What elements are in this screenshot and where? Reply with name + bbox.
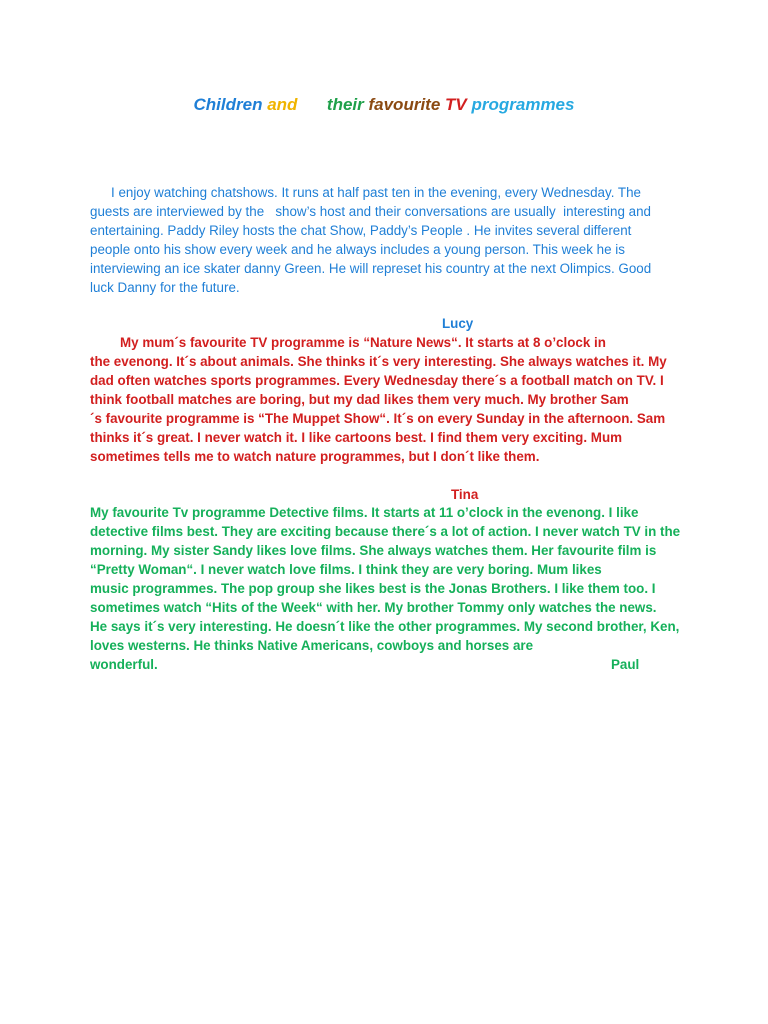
paragraph-line: detective films best. They are exciting because there´s a lot of action. I never watch TV in the	[90, 524, 681, 539]
paragraph-line: guests are interviewed by the show’s host and their conversations are usually interesting and	[90, 204, 651, 219]
paragraph-lucy	[90, 183, 672, 297]
paragraph-line: My favourite Tv programme Detective films. It starts at 11 o’clock in the evenong. I like	[90, 505, 639, 520]
signature-paul: Paul	[611, 657, 640, 672]
paragraph-line: loves westerns. He thinks Native Americans, cowboys and horses are	[90, 638, 534, 653]
title-word-children: Children	[193, 95, 263, 114]
paragraph-line: My mum´s favourite TV programme is “Nature News“. It starts at 8 o’clock in	[120, 335, 606, 350]
document-title	[0, 94, 768, 116]
paragraph-line: music programmes. The pop group she likes best is the Jonas Brothers. I like them too. I	[90, 581, 656, 596]
paragraph-line: the evenong. It´s about animals. She thinks it´s very interesting. She always watches it. My	[90, 354, 667, 369]
signature-lucy: Lucy	[442, 316, 474, 331]
paragraph-line: sometimes tells me to watch nature programmes, but I don´t like them.	[90, 449, 540, 464]
paragraph-line: entertaining. Paddy Riley hosts the chat Show, Paddy’s People . He invites several different	[90, 223, 632, 238]
paragraph-line: think football matches are boring, but my dad likes them very much. My brother Sam	[90, 392, 629, 407]
paragraph-line: interviewing an ice skater danny Green. He will represet his country at the next Olimpics. Good	[90, 261, 652, 276]
paragraph-line: thinks it´s great. I never watch it. I like cartoons best. I find them very exciting. Mum	[90, 430, 623, 445]
title-word-favourite: favourite	[368, 95, 441, 114]
paragraph-line: dad often watches sports programmes. Every Wednesday there´s a football match on TV. I	[90, 373, 664, 388]
paragraph-tina	[90, 333, 672, 466]
title-word-and: and	[267, 95, 298, 114]
paragraph-line: I enjoy watching chatshows. It runs at half past ten in the evening, every Wednesday. The	[111, 185, 641, 200]
paragraph-line: wonderful.	[90, 657, 158, 672]
paragraph-line: sometimes watch “Hits of the Week“ with her. My brother Tommy only watches the news.	[90, 600, 657, 615]
paragraph-line: He says it´s very interesting. He doesn´t like the other programmes. My second brother, Ken,	[90, 619, 680, 634]
paragraph-line: people onto his show every week and he always includes a young person. This week he is	[90, 242, 625, 257]
signature-tina: Tina	[451, 487, 479, 502]
paragraph-line: ´s favourite programme is “The Muppet Show“. It´s on every Sunday in the afternoon. Sam	[90, 411, 666, 426]
paragraph-line: “Pretty Woman“. I never watch love films. I think they are very boring. Mum likes	[90, 562, 602, 577]
paragraph-line: luck Danny for the future.	[90, 280, 240, 295]
title-word-programmes: programmes	[471, 95, 575, 114]
paragraph-line: morning. My sister Sandy likes love films. She always watches them. Her favourite film is	[90, 543, 657, 558]
paragraph-paul	[90, 503, 681, 674]
title-word-their: their	[326, 95, 364, 114]
title-word-tv: TV	[445, 95, 467, 114]
